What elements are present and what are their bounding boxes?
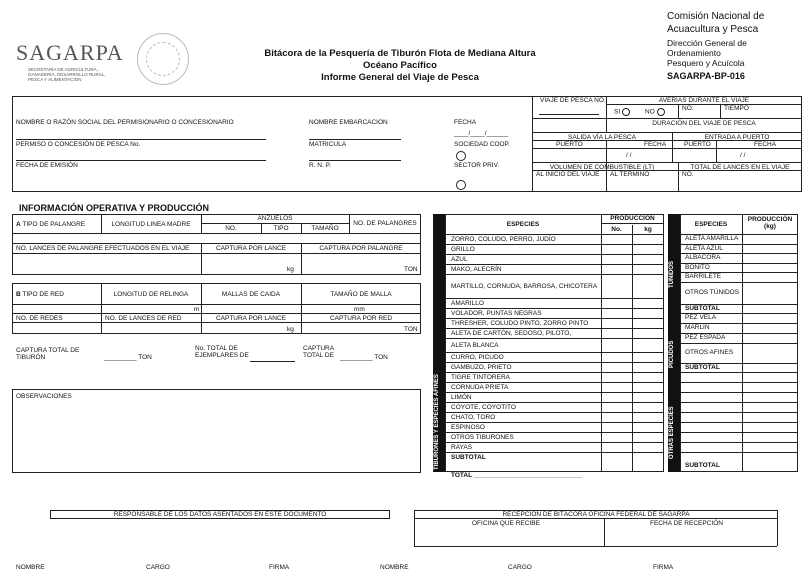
tunidos-subtotal-label: SUBTOTAL <box>685 304 720 312</box>
entrada-fecha-input[interactable]: / / <box>740 152 746 159</box>
no-redes-label: NO. DE REDES <box>16 315 63 322</box>
no-lances-label: NO. <box>682 171 694 178</box>
left-species-label: GAMBUZO, PRIETO <box>451 363 512 371</box>
tunidos-species-label: ALBACORA <box>685 254 721 262</box>
matricula-label: MATRICULA <box>309 141 347 148</box>
viaje-no-label: VIAJE DE PESCA NO. <box>540 97 606 104</box>
nombre-label-1: NOMBRE <box>16 564 45 571</box>
no-total-ejemplares-label: No. TOTAL DE EJEMPLARES DE <box>195 345 249 359</box>
left-species-label: CHATO, TORO <box>451 413 496 421</box>
left-species-label: MARTILLO, CORNUDA, BARROSA, CHICOTERA <box>451 282 598 290</box>
left-species-label: AMARILLO <box>451 299 484 307</box>
kg-unit: kg <box>287 266 294 273</box>
left-species-label: TIGRE TINTORERA <box>451 373 510 381</box>
left-subtotal-label: SUBTOTAL <box>451 454 486 461</box>
sector-priv-radio[interactable] <box>456 180 466 190</box>
produccion-header-right: PRODUCCIÓN (kg) <box>747 216 793 230</box>
mallas-caida-label: MALLAS DE CAIDA <box>221 291 281 298</box>
oficina-label: OFICINA QUE RECIBE <box>472 520 540 527</box>
no-palangres-label: NO. DE PALANGRES <box>353 220 417 227</box>
red-tipo-label: B TIPO DE RED <box>16 291 64 298</box>
longitud-linea-label: LONGITUD LINEA MADRE <box>111 221 191 228</box>
agency-name: Comisión Nacional de Acuacultura y Pesca <box>667 11 765 35</box>
inicio-label: AL INICIO DEL VIAJE <box>536 171 600 178</box>
responsable-label: RESPONSABLE DE LOS DATOS ASENTADOS EN ESTE DOCUMENTO <box>113 511 327 518</box>
cargo-label-2: CARGO <box>508 564 532 571</box>
left-species-label: GRILLO <box>451 245 475 253</box>
left-species-label: ESPINOSO <box>451 423 485 431</box>
averias-no[interactable]: NO <box>645 108 665 116</box>
tunidos-species-label: BARRILETE <box>685 273 722 281</box>
tiburones-label: TIBURONES Y ESPECIES AFINES <box>434 374 440 470</box>
left-species-label: AZUL <box>451 255 468 263</box>
sociedad-coop-radio[interactable] <box>456 151 466 161</box>
anzuelos-tipo-label: TIPO <box>273 225 289 232</box>
fecha-label: FECHA <box>454 119 477 126</box>
recepcion-label: RECEPCION DE BITÁCORA OFICINA FEDERAL DE SAGARPA <box>502 511 690 518</box>
tunidos-label: TÚNIDOS <box>669 261 675 288</box>
picudos-label: PICUDOS <box>669 340 675 368</box>
no-header: No. <box>611 226 622 233</box>
captura-palangre-label: CAPTURA POR PALANGRE <box>319 245 403 252</box>
firma-label-1: FIRMA <box>269 564 290 571</box>
anzuelos-tamano-label: TAMAÑO <box>311 225 339 232</box>
anzuelos-no-label: NO. <box>225 225 237 232</box>
left-species-label: VOLADOR, PUNTAS NEGRAS <box>451 309 542 317</box>
left-species-label: THRESHER, COLUDO PINTO, ZORRO PINTO <box>451 319 589 327</box>
national-seal-icon <box>137 33 189 85</box>
palangre-tipo-label: A TIPO DE PALANGRE <box>16 221 86 228</box>
captura-lance-red-label: CAPTURA POR LANCE <box>215 315 287 322</box>
left-species-label: CURRO, PICUDO <box>451 353 504 361</box>
rnp-label: R. N. P. <box>309 162 331 169</box>
form-code: SAGARPA-BP-016 <box>667 71 745 81</box>
left-species-label: CORNUDA PRIETA <box>451 383 509 391</box>
captura-total-tiburon-label: CAPTURA TOTAL DE TIBURÓN <box>16 347 80 361</box>
total-label: TOTAL ______________________________ <box>451 472 583 479</box>
longitud-relinga-label: LONGITUD DE RELINGA <box>113 291 189 298</box>
sector-priv-label: SECTOR PRIV. <box>454 162 500 169</box>
cargo-label-1: CARGO <box>146 564 170 571</box>
left-species-label: ALETA DE CARTÓN, SEDOSO, PILOTO, <box>451 329 572 337</box>
left-species-label: ALETA BLANCA <box>451 341 499 349</box>
tunidos-species-label: BONITO <box>685 263 710 271</box>
observaciones-label: OBSERVACIONES <box>16 393 72 400</box>
anzuelos-label: ANZUELOS <box>257 215 293 222</box>
left-species-label: LIMÓN <box>451 393 472 401</box>
fecha-recepcion-label: FECHA DE RECEPCIÓN <box>650 520 723 527</box>
sociedad-coop-label: SOCIEDAD COOP. <box>454 141 510 148</box>
combustible-label: VOLUMEN DE COMBUSTIBLE (LT) <box>549 164 655 171</box>
otras-especies-label: OTRAS ESPECIES <box>669 406 675 459</box>
picudos-species-label: PEZ ESPADA <box>685 334 726 341</box>
tunidos-species-label: ALETA AZUL <box>685 244 723 252</box>
entrada-label: ENTRADA A PUERTO <box>704 134 770 141</box>
salida-puerto-label: PUERTO <box>556 141 583 148</box>
m-unit: m <box>194 306 200 313</box>
left-species-label: COYOTE, COYOTITO <box>451 403 516 411</box>
captura-lance-label: CAPTURA POR LANCE <box>215 245 287 252</box>
entrada-puerto-label: PUERTO <box>684 141 711 148</box>
ton-unit-red: TON <box>404 326 418 333</box>
duracion-label: DURACIÓN DEL VIAJE DE PESCA <box>652 120 756 127</box>
operativa-heading: INFORMACIÓN OPERATIVA Y PRODUCCIÓN <box>19 203 210 213</box>
observaciones-box[interactable] <box>12 389 421 473</box>
tunidos-species-label: ALETA AMARILLA <box>685 235 739 243</box>
tunidos-species-label: OTROS TÚNIDOS <box>685 289 740 296</box>
nombre-label-2: NOMBRE <box>380 564 409 571</box>
picudos-species-label: OTROS AFINES <box>685 349 734 356</box>
nombre-embarcacion-label: NOMBRE EMBARCACION <box>309 119 388 126</box>
termino-label: AL TERMINO <box>610 171 650 178</box>
picudos-species-label: MARLIN <box>685 324 710 331</box>
especies-header-left: ESPECIES <box>506 221 540 228</box>
captura-red-label: CAPTURA POR RED <box>329 315 393 322</box>
captura-total-2-input[interactable]: _________ TON <box>340 354 388 361</box>
otras-subtotal-label: SUBTOTAL <box>685 462 720 469</box>
document-title: Bitácora de la Pesquería de Tiburón Flota de Mediana Altura Océano Pacífico Informe General del Viaje de Pesca <box>264 48 536 83</box>
left-species-label: ZORRO, COLUDO, PERRO, JUDÍO <box>451 235 556 243</box>
left-species-label: OTROS TIBURONES <box>451 433 514 441</box>
salida-fecha-input[interactable]: / / <box>626 152 632 159</box>
left-species-label: RAYAS <box>451 443 473 451</box>
tiempo-label: TIEMPO <box>724 105 749 112</box>
captura-total-tiburon-input[interactable]: _________ TON <box>104 354 152 361</box>
firma-label-2: FIRMA <box>653 564 674 571</box>
especies-header-right: ESPECIES <box>694 221 728 228</box>
kg-unit-red: kg <box>287 326 294 333</box>
no-lances-red-label: NO. DE LANCES DE RED <box>105 315 182 322</box>
permiso-label: PERMISO O CONCESIÓN DE PESCA No. <box>16 141 141 148</box>
averias-no-label: NO. <box>682 105 694 112</box>
sagarpa-subtitle: SECRETARÍA DE AGRICULTURA, GANADERÍA, DESARROLLO RURAL, PESCA Y ALIMENTACIÓN <box>28 67 106 82</box>
kg-header: kg <box>644 226 652 233</box>
produccion-header-left: PRODUCCION <box>610 215 655 222</box>
mm-unit: mm <box>354 306 365 313</box>
averias-label: AVERIAS DURANTE EL VIAJE <box>658 97 750 104</box>
left-species-label: MAKO, ALECRÍN <box>451 265 502 273</box>
ton-unit: TON <box>404 266 418 273</box>
fecha-input[interactable]: ____/____/______ <box>454 130 509 137</box>
entrada-fecha-label: FECHA <box>754 141 777 148</box>
no-lances-palangre-label: NO. LANCES DE PALANGRE EFECTUADOS EN EL VIAJE <box>16 245 190 252</box>
captura-total-2-label: CAPTURA TOTAL DE <box>303 345 335 359</box>
picudos-subtotal-label: SUBTOTAL <box>685 363 720 371</box>
salida-fecha-label: FECHA <box>644 141 667 148</box>
direction-name: Dirección General de Ordenamiento Pesquero y Acuícola <box>667 38 747 68</box>
salida-label: SALIDA VÍA LA PESCA <box>568 134 636 141</box>
tamano-malla-label: TAMAÑO DE MALLA <box>330 291 392 298</box>
total-lances-label: TOTAL DE LANCES EN EL VIAJE <box>690 164 790 171</box>
averias-si[interactable]: SI <box>614 108 630 116</box>
fecha-emision-label: FECHA DE EMISIÓN <box>16 162 78 169</box>
picudos-species-label: PEZ VELA <box>685 314 717 321</box>
sagarpa-logo: SAGARPA <box>16 40 124 65</box>
razon-social-label: NOMBRE O RAZÓN SOCIAL DEL PERMISIONARIO O CONCESIONARIO <box>16 119 234 126</box>
